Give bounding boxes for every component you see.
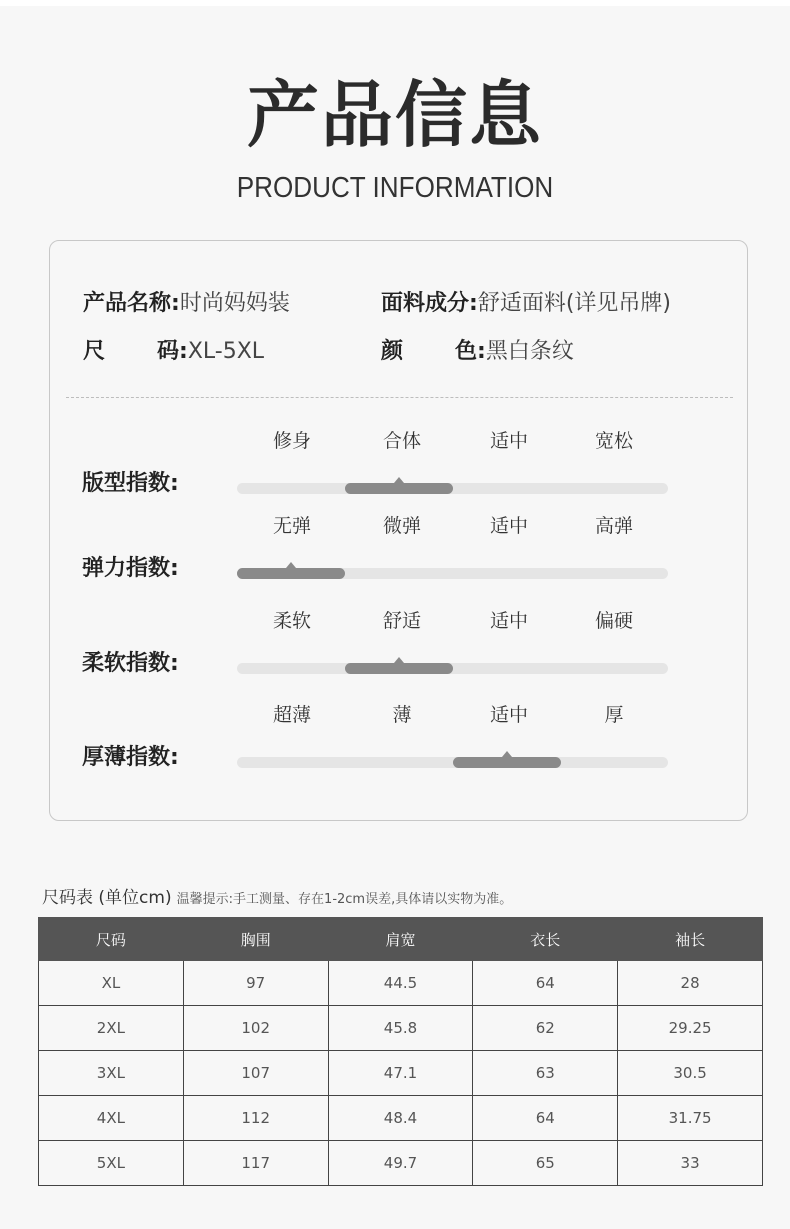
index-option: 薄 (392, 704, 412, 726)
index-option: 适中 (489, 704, 528, 726)
sleeve-cell: 33 (618, 1141, 763, 1186)
chest-cell: 117 (183, 1141, 328, 1186)
index-option: 修身 (272, 430, 311, 452)
index-marker (345, 663, 453, 674)
fabric-label: 面料成分: (381, 291, 478, 316)
chest-cell: 97 (183, 961, 328, 1006)
size-cell: 2XL (39, 1006, 184, 1051)
sleeve-cell: 29.25 (618, 1006, 763, 1051)
shoulder-cell: 47.1 (328, 1051, 473, 1096)
page-subtitle: PRODUCT INFORMATION (236, 172, 554, 204)
size-table-header (39, 918, 763, 961)
index-track (237, 663, 668, 674)
size-cell: 4XL (39, 1096, 184, 1141)
header-chest: 胸围 (183, 918, 328, 961)
chest-cell: 107 (183, 1051, 328, 1096)
index-marker (237, 568, 345, 579)
index-option: 高弹 (594, 515, 633, 537)
size-label-first: 尺 (83, 339, 106, 364)
size-table-body (39, 961, 763, 1186)
index-track (237, 757, 668, 768)
top-strip (0, 0, 790, 6)
index-track (237, 483, 668, 494)
index-option: 柔软 (272, 610, 311, 632)
length-cell: 63 (473, 1051, 618, 1096)
marker-pointer-icon (502, 751, 512, 757)
index-row (50, 700, 749, 790)
header-length: 衣长 (473, 918, 618, 961)
chest-cell: 102 (183, 1006, 328, 1051)
shoulder-cell: 49.7 (328, 1141, 473, 1186)
size-chart-note: 温馨提示:手工测量、存在1-2cm误差,具体请以实物为准。 (176, 892, 513, 907)
table-row (39, 1096, 763, 1141)
shoulder-cell: 44.5 (328, 961, 473, 1006)
index-option: 偏硬 (594, 610, 633, 632)
index-option: 无弹 (272, 515, 311, 537)
dashed-divider (66, 397, 733, 398)
color-label-second: 色: (455, 339, 486, 364)
index-option: 适中 (489, 610, 528, 632)
header-shoulder: 肩宽 (328, 918, 473, 961)
index-option: 适中 (489, 515, 528, 537)
product-name-value: 时尚妈妈装 (179, 291, 290, 316)
index-option: 舒适 (382, 610, 421, 632)
index-track (237, 568, 668, 579)
index-label: 版型指数: (82, 471, 179, 496)
color-value: 黑白条纹 (485, 339, 574, 364)
info-card (49, 240, 748, 821)
sleeve-cell: 28 (618, 961, 763, 1006)
chest-cell: 112 (183, 1096, 328, 1141)
size-cell: 5XL (39, 1141, 184, 1186)
size-cell: XL (39, 961, 184, 1006)
index-option: 厚 (604, 704, 624, 726)
shoulder-cell: 48.4 (328, 1096, 473, 1141)
index-row (50, 426, 749, 516)
sleeve-cell: 31.75 (618, 1096, 763, 1141)
fabric-value: 舒适面料(详见吊牌) (477, 291, 671, 316)
color-label-first: 颜 (381, 339, 404, 364)
size-value: XL-5XL (187, 339, 265, 364)
table-row (39, 1051, 763, 1096)
length-cell: 65 (473, 1141, 618, 1186)
marker-pointer-icon (394, 657, 404, 663)
size-label-second: 码: (157, 339, 188, 364)
index-option: 超薄 (272, 704, 311, 726)
table-row (39, 1006, 763, 1051)
fabric-line (381, 289, 671, 319)
product-name-line (83, 289, 290, 319)
size-cell: 3XL (39, 1051, 184, 1096)
page-title: 产品信息 (246, 73, 543, 157)
index-option: 适中 (489, 430, 528, 452)
length-cell: 64 (473, 1096, 618, 1141)
index-option: 微弹 (382, 515, 421, 537)
size-line (83, 337, 264, 367)
index-option: 合体 (382, 430, 421, 452)
color-line (381, 337, 574, 367)
table-row (39, 961, 763, 1006)
shoulder-cell: 45.8 (328, 1006, 473, 1051)
index-row (50, 511, 749, 601)
index-label: 柔软指数: (82, 651, 179, 676)
index-marker (453, 757, 561, 768)
size-chart-title: 尺码表 (单位cm) (42, 888, 172, 908)
size-chart-caption (42, 883, 512, 908)
marker-pointer-icon (394, 477, 404, 483)
index-marker (345, 483, 453, 494)
sleeve-cell: 30.5 (618, 1051, 763, 1096)
marker-pointer-icon (286, 562, 296, 568)
product-name-label: 产品名称: (83, 291, 180, 316)
table-row (39, 1141, 763, 1186)
header-sleeve: 袖长 (618, 918, 763, 961)
index-row (50, 606, 749, 696)
index-label: 弹力指数: (82, 556, 179, 581)
length-cell: 62 (473, 1006, 618, 1051)
index-option: 宽松 (594, 430, 633, 452)
length-cell: 64 (473, 961, 618, 1006)
index-label: 厚薄指数: (82, 745, 179, 770)
size-table (38, 917, 763, 1186)
header-size: 尺码 (39, 918, 184, 961)
